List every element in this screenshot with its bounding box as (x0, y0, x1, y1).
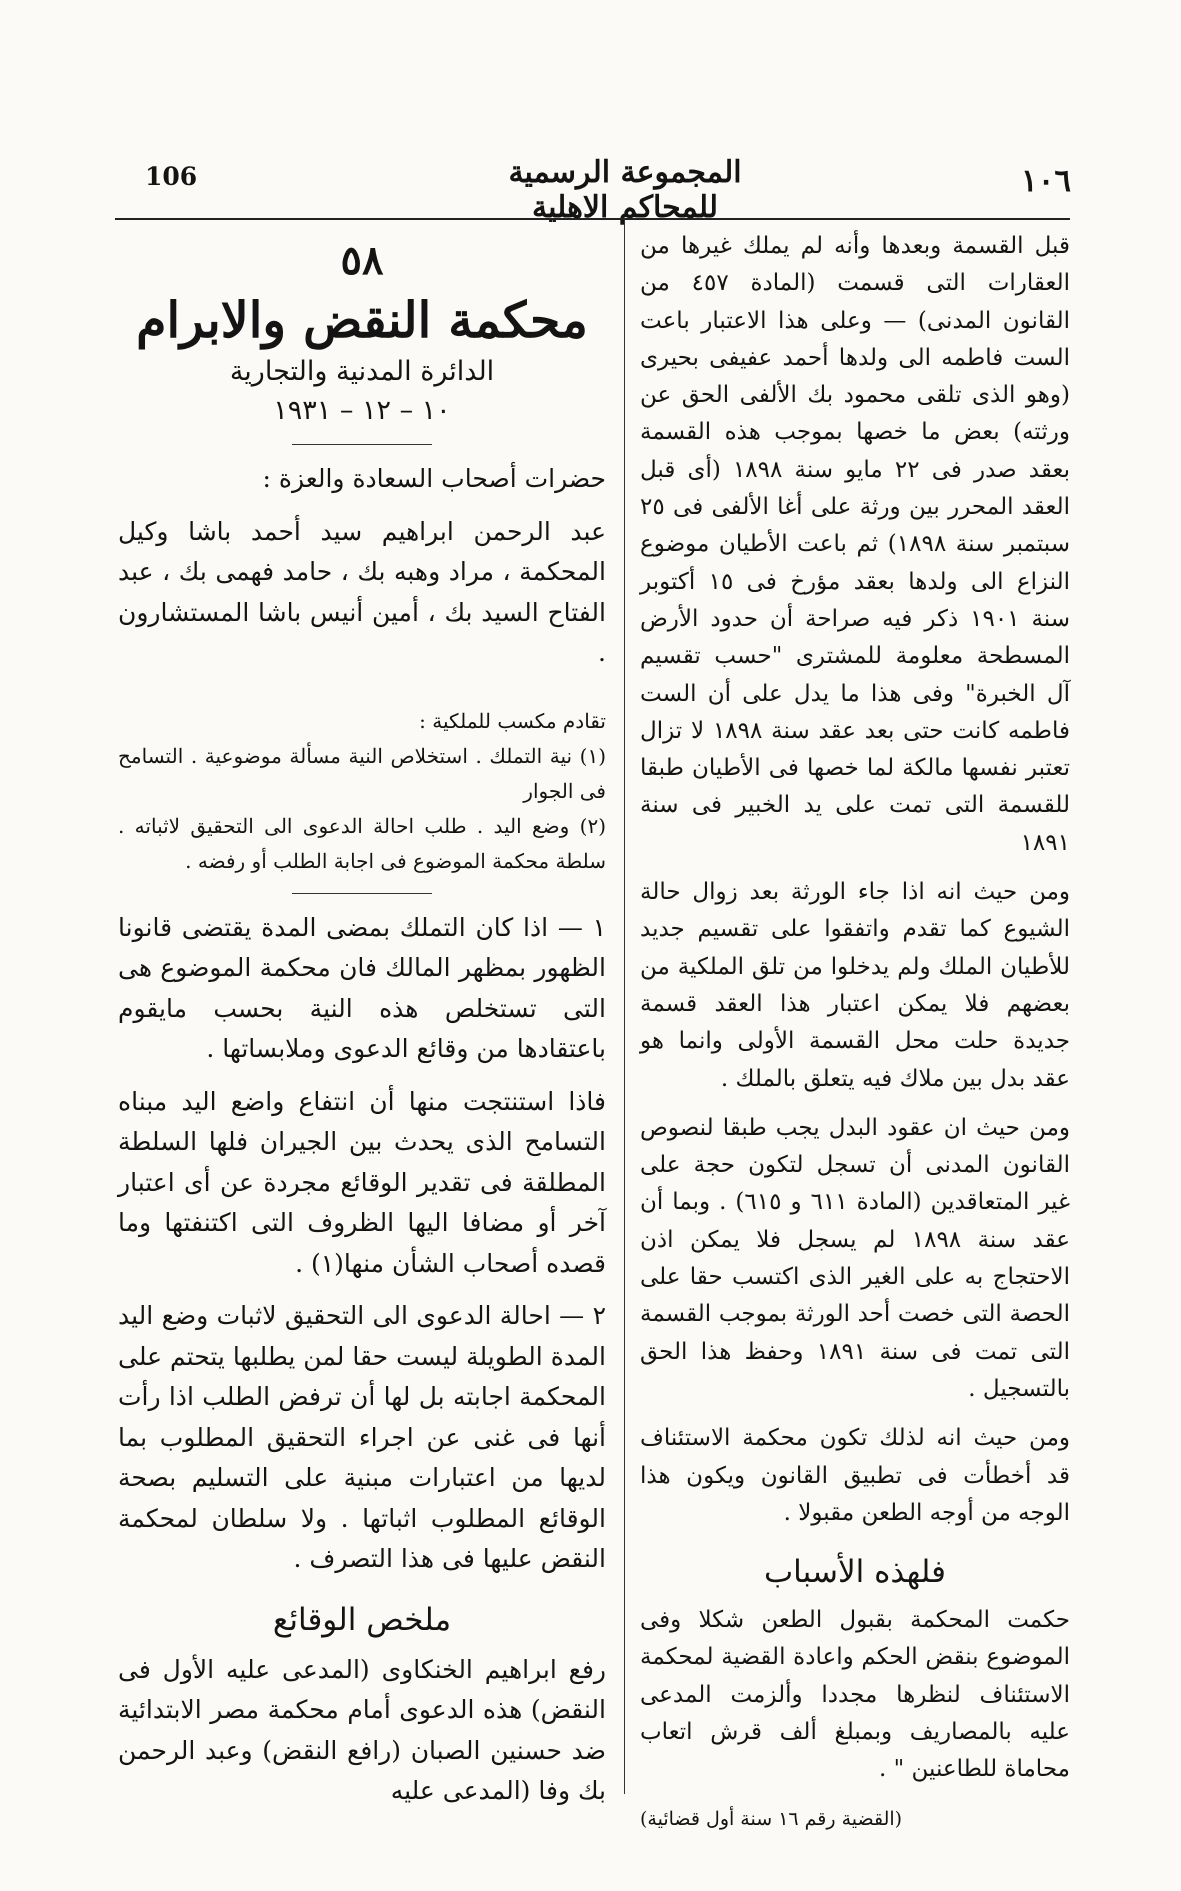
page-number-latin: 106 (145, 162, 198, 191)
page-number-arabic: ١٠٦ (1021, 163, 1071, 199)
header-rule (115, 218, 1070, 220)
judgment-text: حكمت المحكمة بقبول الطعن شكلا وفى الموضوع بنقض الحكم واعادة القضية لمحكمة الاستئناف لنظرها مجددا وألزمت المدعى عليه بالمصاريف وبمبلغ ألف قرش اتعاب محاماة للطاعنين " . (640, 1607, 1070, 1783)
principle-1: ١ — اذا كان التملك بمضى المدة يقتضى قانونا الظهور بمظهر المالك فان محكمة الموضوع هى التى تستخلص هذه النية بحسب مايقوم باعتقادها من وقائع الدعوى وملابساتها . (118, 912, 606, 1063)
left-column (118, 228, 606, 1824)
circuit-name: الدائرة المدنية والتجارية (229, 356, 495, 387)
right-paragraph-3: ومن حيث ان عقود البدل يجب طبقا لنصوص القانون المدنى أن تسجل لتكون حجة على غير المتعاقدين (المادة ٦١١ و ٦١٥) . وبما أن عقد سنة ١٨٩٨ لم يسجل فلا يمكن اذن الاحتجاج به على الغير الذى اكتسب حقا على الحصة التى خصت أحد الورثة بموجب القسمة التى تمت فى سنة ١٨٩١ وحفظ هذا الحق بالتسجيل . (640, 1114, 1071, 1402)
summary-item-1: (١) نية التملك . استخلاص النية مسألة موضوعية . التسامح فى الجوار (118, 743, 606, 803)
summary-title: تقادم مكسب للملكية : (419, 708, 606, 733)
section-rule (292, 444, 432, 445)
bench-names: عبد الرحمن ابراهيم سيد أحمد باشا وكيل المحكمة ، مراد وهبه بك ، حامد فهمى بك ، عبد الفتاح السيد بك ، أمين أنيس باشا المستشارون . (118, 516, 606, 667)
headnote-summary (118, 704, 606, 879)
principle-1-continued: فاذا استنتجت منها أن انتفاع واضع اليد مبناه التسامح الذى يحدث بين الجيران فلها السلطة المطلقة فى تقدير الوقائع مجردة عن أى اعتبار آخر أو مضافا اليها الظروف التى اكتنفتها وما قصده أصحاب الشأن منها(١) . (118, 1086, 606, 1278)
principle-2: ٢ — احالة الدعوى الى التحقيق لاثبات وضع اليد المدة الطويلة ليست حقا لمن يطلبها يتحتم على المحكمة اجابته بل لها أن ترفض الطلب اذا رأت أنها فى غنى عن اجراء التحقيق المطلوب بما لديها من اعتبارات مبنية على التسليم بصحة الوقائع المطلوب اثباتها . ولا سلطان لمحكمة النقض عليها فى هذا التصرف . (118, 1301, 606, 1573)
section-rule (292, 893, 432, 894)
column-divider (624, 219, 625, 1794)
right-paragraph-1: قبل القسمة وبعدها وأنه لم يملك غيرها من العقارات التى قسمت (المادة ٤٥٧ من القانون المدنى) — وعلى هذا الاعتبار باعت الست فاطمه الى ولدها أحمد عفيفى بحيرى (وهو الذى تلقى محمود بك الألفى الحق عن ورثته) بعض ما خصها بموجب هذه القسمة بعقد صدر فى ٢٢ مايو سنة ١٨٩٨ (أى قبل العقد المحرر بين ورثة على أغا الألفى فى ٢٥ سبتمبر سنة ١٨٩٨) ثم باعت الأطيان موضوع النزاع الى ولدها بعقد مؤرخ فى ١٥ أكتوبر سنة ١٩٠١ ذكر فيه صراحة أن حدود الأرض المسطحة معلومة للمشترى "حسب تقسيم آل الخبرة" وفى هذا ما يدل على أن الست فاطمه كانت حتى بعد عقد سنة ١٨٩٨ لا تزال تعتبر نفسها مالكة لما خصها فى الأطيان طبقا للقسمة التى تمت على يد الخبير فى سنة ١٨٩١ (640, 233, 1071, 856)
court-name: محكمة النقض والابرام (136, 291, 588, 349)
bench-intro: حضرات أصحاب السعادة والعزة : (262, 464, 606, 493)
right-column (640, 228, 1070, 1838)
case-reference: (القضية رقم ١٦ سنة أول قضائية) (640, 1807, 903, 1830)
reasons-heading: فلهذه الأسباب (764, 1554, 946, 1591)
judgment-date: ١٠ – ١٢ – ١٩٣١ (273, 395, 451, 426)
right-paragraph-2: ومن حيث انه اذا جاء الورثة بعد زوال حالة الشيوع كما تقدم واتفقوا على تقسيم جديد للأطيان الملك ولم يدخلوا من تلق الملكية من بعضهم فلا يمكن اعتبار هذا العقد قسمة جديدة حلت محل القسمة الأولى وانما هو عقد بدل بين ملاك فيه يتعلق بالملك . (640, 879, 1070, 1092)
right-paragraph-4: ومن حيث انه لذلك تكون محكمة الاستئناف قد أخطأت فى تطبيق القانون ويكون هذا الوجه من أوجه الطعن مقبولا . (640, 1425, 1070, 1526)
facts-text: رفع ابراهيم الخنكاوى (المدعى عليه الأول فى النقض) هذه الدعوى أمام محكمة مصر الابتدائية ضد حسنين الصبان (رافع النقض) وعبد الرحمن بك وفا (المدعى عليه (118, 1654, 606, 1805)
case-number: ٥٨ (340, 237, 384, 284)
facts-heading: ملخص الوقائع (272, 1601, 452, 1638)
summary-item-2: (٢) وضع اليد . طلب احالة الدعوى الى التحقيق لاثباته . سلطة محكمة الموضوع فى اجابة الطلب أو رفضه . (118, 813, 606, 873)
running-header-title: المجموعة الرسمية للمحاكم الاهلية (508, 155, 742, 225)
